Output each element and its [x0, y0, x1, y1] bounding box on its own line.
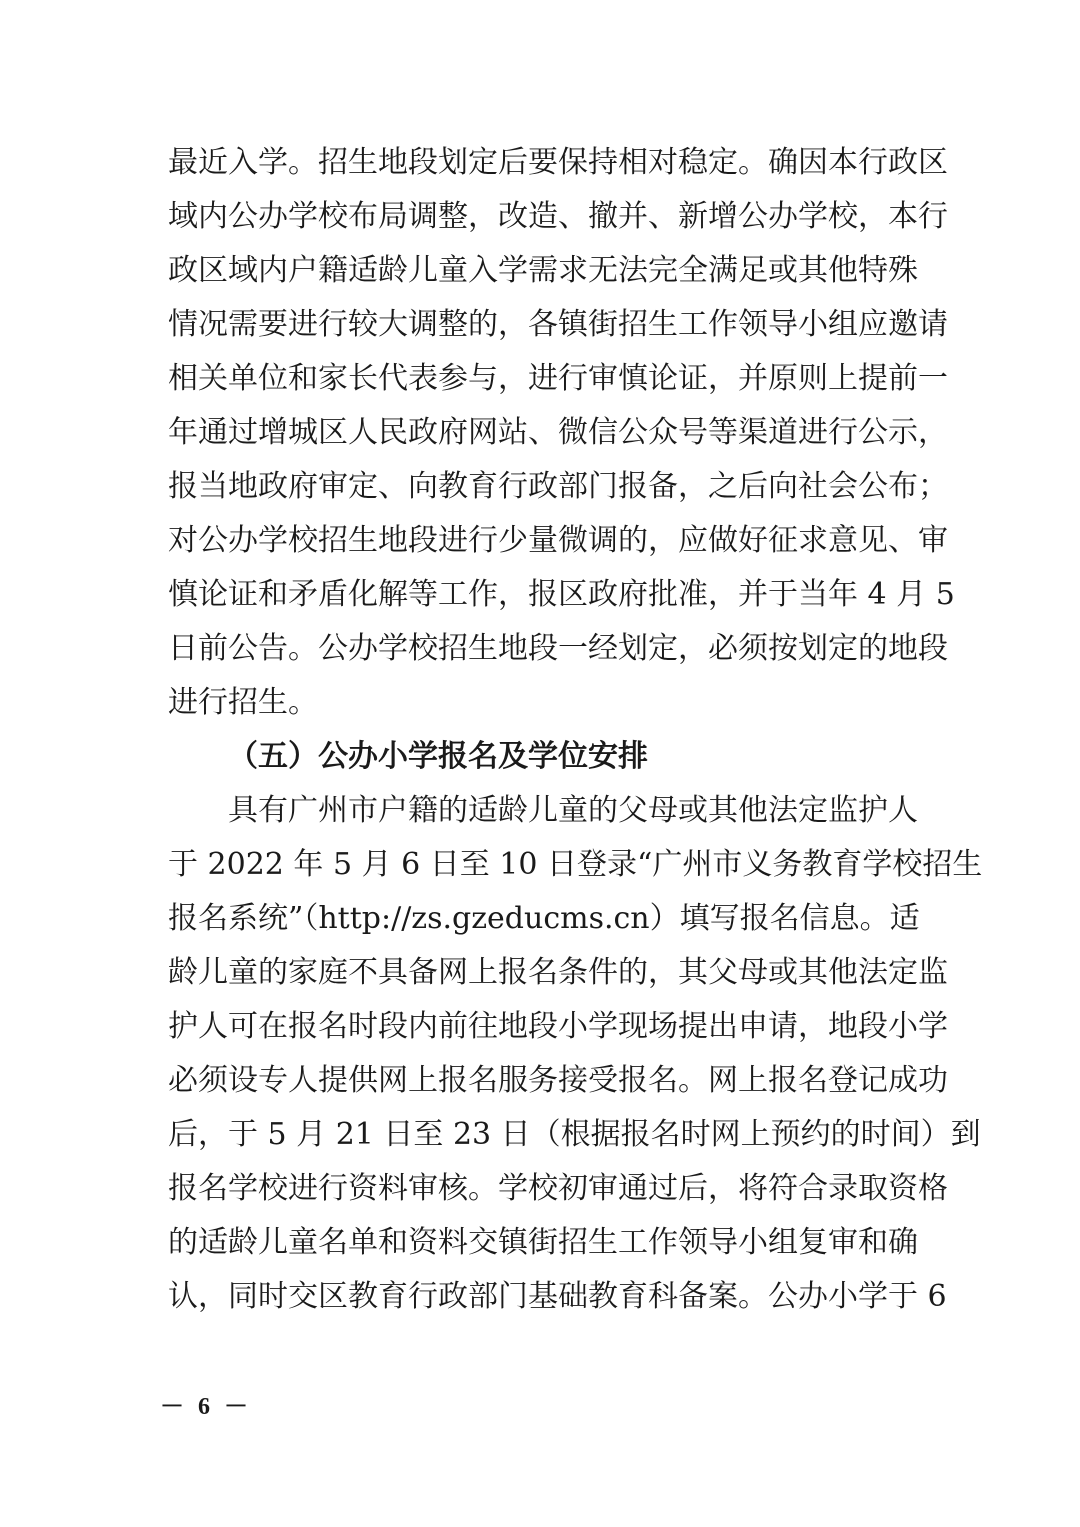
text-line: 具有广州市户籍的适龄儿童的父母或其他法定监护人 [228, 793, 918, 828]
text-line: 慎论证和矛盾化解等工作，报区政府批准，并于当年 4 月 5 [168, 577, 955, 612]
text-line: 的适龄儿童名单和资料交镇街招生工作领导小组复审和确 [168, 1225, 918, 1260]
text-line: 日前公告。公办学校招生地段一经划定，必须按划定的地段 [168, 631, 948, 666]
text-line: 认，同时交区教育行政部门基础教育科备案。公办小学于 6 [168, 1279, 947, 1314]
text-line: 后，于 5 月 21 日至 23 日（根据报名时网上预约的时间）到 [168, 1117, 981, 1152]
text-line: 域内公办学校布局调整，改造、撤并、新增公办学校，本行 [168, 199, 948, 234]
text-line: 相关单位和家长代表参与，进行审慎论证，并原则上提前一 [168, 361, 948, 396]
text-line: 报名学校进行资料审核。学校初审通过后，将符合录取资格 [168, 1171, 948, 1206]
text-line: 龄儿童的家庭不具备网上报名条件的，其父母或其他法定监 [168, 955, 948, 990]
text-line: 政区域内户籍适龄儿童入学需求无法完全满足或其他特殊 [168, 253, 918, 288]
text-line: 必须设专人提供网上报名服务接受报名。网上报名登记成功 [168, 1063, 948, 1098]
text-line: 年通过增城区人民政府网站、微信公众号等渠道进行公示， [168, 415, 948, 450]
text-line: 报名系统”（http://zs.gzeducms.cn）填写报名信息。适 [168, 901, 920, 936]
text-line: 报当地政府审定、向教育行政部门报备，之后向社会公布； [168, 469, 948, 504]
section-heading: （五）公办小学报名及学位安排 [228, 739, 648, 774]
text-line: 情况需要进行较大调整的，各镇街招生工作领导小组应邀请 [168, 307, 948, 342]
page-number: － 6 － [160, 1394, 252, 1420]
text-line: 最近入学。招生地段划定后要保持相对稳定。确因本行政区 [168, 145, 948, 180]
text-line: 于 2022 年 5 月 6 日至 10 日登录“广州市义务教育学校招生 [168, 847, 983, 882]
text-line: 对公办学校招生地段进行少量微调的，应做好征求意见、审 [168, 523, 948, 558]
text-line: 进行招生。 [168, 685, 318, 720]
paragraph-1 [168, 136, 983, 1324]
text-line: 护人可在报名时段内前往地段小学现场提出申请，地段小学 [168, 1009, 948, 1044]
